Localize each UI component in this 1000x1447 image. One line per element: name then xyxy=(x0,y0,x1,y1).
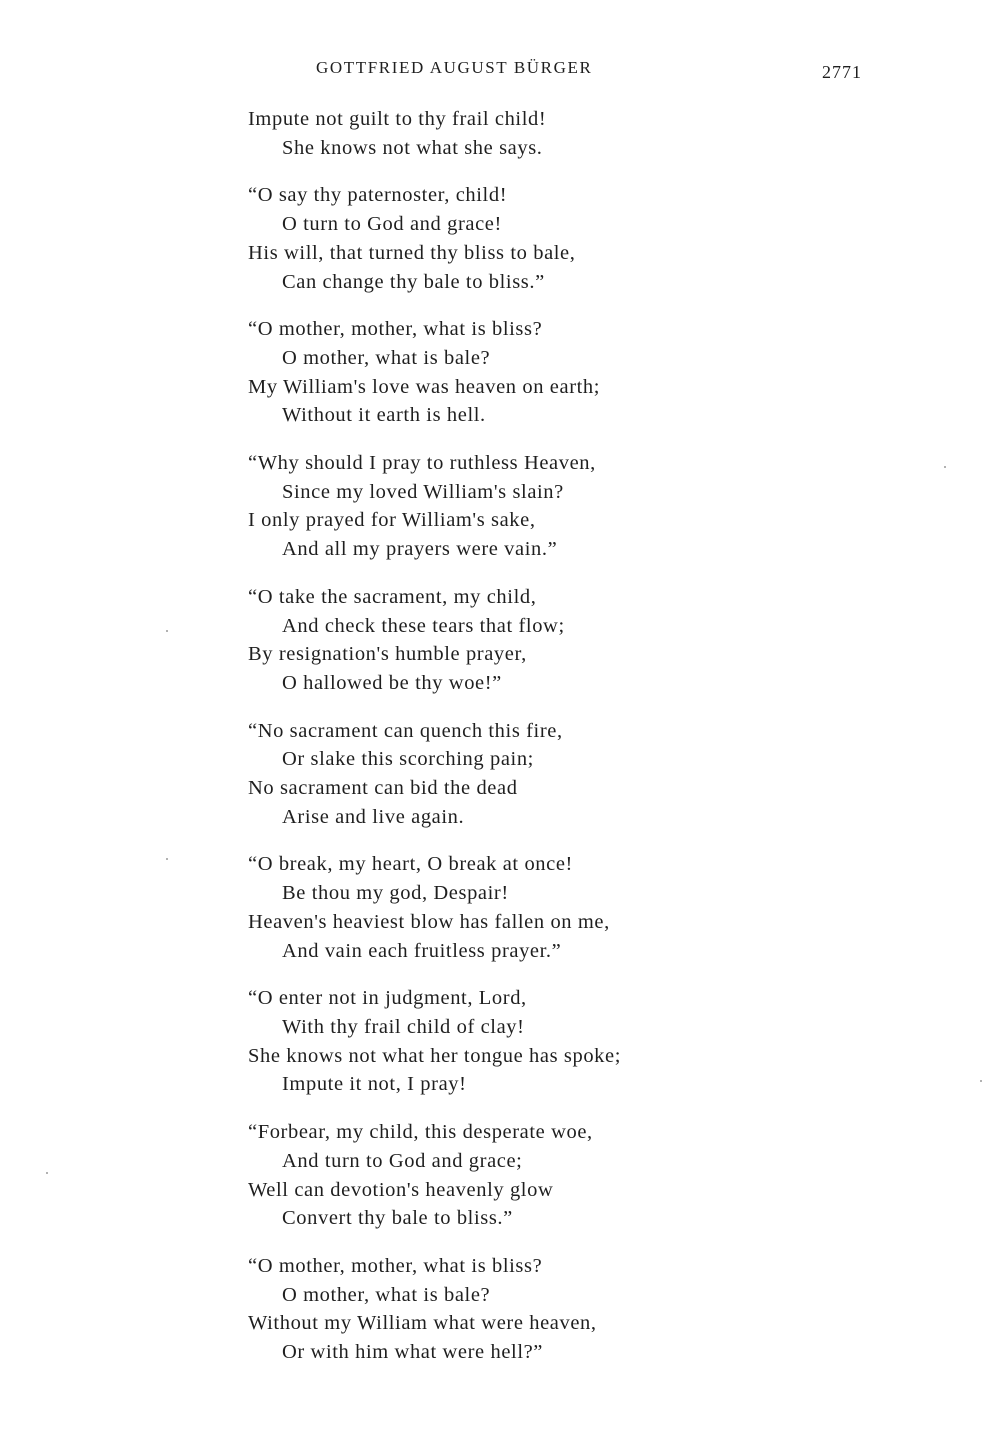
poem-line: Without it earth is hell. xyxy=(282,404,486,427)
poem-line: Convert thy bale to bliss.” xyxy=(282,1207,513,1230)
poem-line: And vain each fruitless prayer.” xyxy=(282,939,562,962)
scan-speck xyxy=(166,630,168,632)
poem-line: Well can devotion's heavenly glow xyxy=(248,1178,554,1201)
poem-line: Arise and live again. xyxy=(282,805,465,828)
poem-line: And all my prayers were vain.” xyxy=(282,538,558,561)
scan-speck xyxy=(166,858,168,860)
poem-line: She knows not what her tongue has spoke; xyxy=(248,1044,622,1067)
poem-line: “No sacrament can quench this fire, xyxy=(248,719,563,742)
poem-line: Without my William what were heaven, xyxy=(248,1312,597,1335)
poem-line: And check these tears that flow; xyxy=(282,614,565,637)
poem-line: His will, that turned thy bliss to bale, xyxy=(248,241,576,264)
poem-line: Impute not guilt to thy frail child! xyxy=(248,108,547,130)
poem-line: O turn to God and grace! xyxy=(282,213,502,236)
stanza xyxy=(248,717,768,832)
poem-line: Be thou my god, Despair! xyxy=(282,882,509,905)
poem-line: “O say thy paternoster, child! xyxy=(248,184,508,207)
stanza xyxy=(248,583,768,698)
poem-line: O hallowed be thy woe!” xyxy=(282,671,502,694)
poem-line: “O enter not in judgment, Lord, xyxy=(248,987,527,1010)
poem-line: “Why should I pray to ruthless Heaven, xyxy=(248,452,596,475)
poem-line: With thy frail child of clay! xyxy=(282,1015,525,1038)
poem-line: “O break, my heart, O break at once! xyxy=(248,853,573,876)
running-head: GOTTFRIED AUGUST BÜRGER xyxy=(316,58,593,77)
scan-speck xyxy=(980,1080,982,1082)
poem-line: I only prayed for William's sake, xyxy=(248,509,536,532)
poem xyxy=(248,105,768,1386)
poem-line: Or slake this scorching pain; xyxy=(282,748,534,771)
scan-speck xyxy=(944,466,946,468)
stanza xyxy=(248,181,768,296)
stanza xyxy=(248,1252,768,1367)
poem-line: “O take the sacrament, my child, xyxy=(248,585,537,608)
stanza xyxy=(248,984,768,1099)
stanza xyxy=(248,1118,768,1233)
page-number: 2771 xyxy=(822,62,862,82)
poem-line: No sacrament can bid the dead xyxy=(248,777,518,800)
poem-line: By resignation's humble prayer, xyxy=(248,643,527,666)
poem-line: “O mother, mother, what is bliss? xyxy=(248,318,543,341)
poem-line: Heaven's heaviest blow has fallen on me, xyxy=(248,910,610,933)
poem-line: “O mother, mother, what is bliss? xyxy=(248,1254,543,1277)
poem-line: My William's love was heaven on earth; xyxy=(248,375,601,398)
stanza xyxy=(248,105,768,162)
scan-speck xyxy=(46,1172,48,1174)
poem-line: O mother, what is bale? xyxy=(282,346,491,369)
stanza xyxy=(248,850,768,965)
poem-line: Impute it not, I pray! xyxy=(282,1073,467,1096)
poem-line: Or with him what were hell?” xyxy=(282,1341,544,1364)
poem-line: Since my loved William's slain? xyxy=(282,480,564,503)
poem-line: And turn to God and grace; xyxy=(282,1149,523,1172)
stanza xyxy=(248,315,768,430)
poem-line: O mother, what is bale? xyxy=(282,1283,491,1306)
poem-line: “Forbear, my child, this desperate woe, xyxy=(248,1121,593,1144)
stanza xyxy=(248,449,768,564)
poem-line: Can change thy bale to bliss.” xyxy=(282,270,545,293)
poem-line: She knows not what she says. xyxy=(282,136,543,159)
